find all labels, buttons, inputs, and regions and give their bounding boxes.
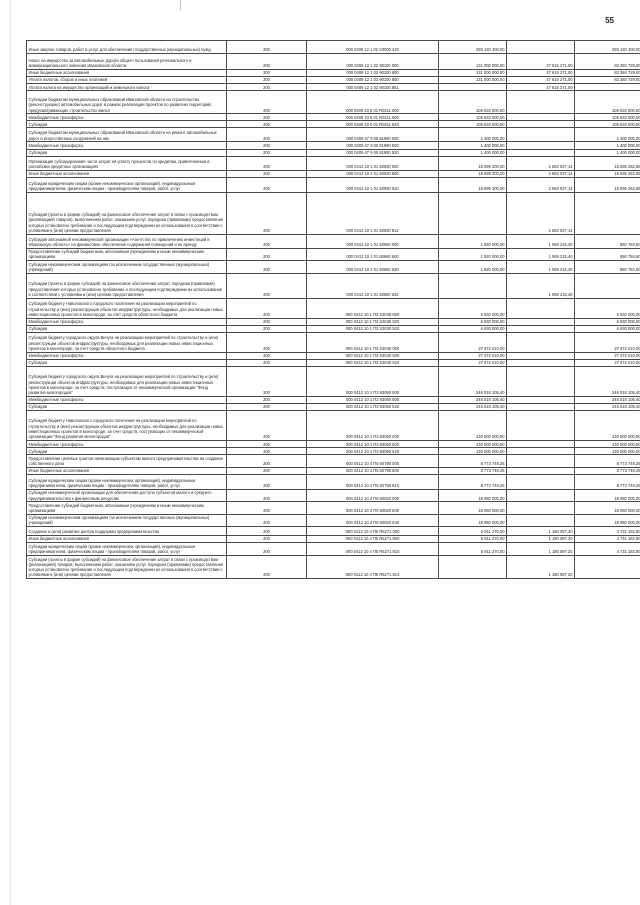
row-description: Субсидии (гранты в форме субсидий) на финансовое обеспечение затрат в связи с производством (реализацией товаров), выполнением работ, оказанием услуг, порядком (правилами) предоставления которых установлено требование о последующем подтверждении их использования в соответствии с условиями и (или) целями предоставления xyxy=(27,192,227,234)
row-new-amount: 8 773 749,25 xyxy=(575,455,640,467)
row-new-amount: 27 472 010,00 xyxy=(575,359,640,366)
row-budget-code: 000 0412 10 1 П3 83060 520 xyxy=(307,448,439,455)
table-row xyxy=(27,352,640,359)
table-row xyxy=(27,396,640,403)
row-new-amount: 4 731 182,80 xyxy=(575,543,640,556)
row-plan-amount: 1 400 000,00 xyxy=(439,142,507,149)
row-plan-amount: 246 018 105,40 xyxy=(439,366,507,396)
row-change-amount xyxy=(507,149,575,156)
row-budget-code: 000 0412 10 1 01 60660 000 xyxy=(307,234,439,248)
table-row xyxy=(27,261,640,273)
row-budget-code: 000 0412 10 1 01 60660 630 xyxy=(307,261,439,273)
row-budget-code: 000 0409 12 1 02 90100 000 xyxy=(307,54,439,70)
row-plan-amount: 246 018 105,40 xyxy=(439,396,507,403)
row-description: Субсидии xyxy=(27,359,227,366)
row-vr-code: 200 xyxy=(227,77,307,84)
row-change-amount xyxy=(507,298,575,318)
row-plan-amount: 106 633 000,00 xyxy=(439,114,507,121)
table-row xyxy=(27,84,640,91)
row-change-amount: 1 069 215,40 xyxy=(507,234,575,248)
row-plan-amount: 8 773 749,25 xyxy=(439,467,507,474)
row-budget-code: 000 0409 47 9 00 81990 500 xyxy=(307,142,439,149)
table-row xyxy=(27,543,640,556)
table-row xyxy=(27,514,640,526)
row-description: Субсидии юридическим лицам (кроме некоммерческих организаций), индивидуальным предпринимателям, физическим лицам - производителям товаров, работ, услуг xyxy=(27,474,227,489)
row-change-amount xyxy=(507,474,575,489)
row-budget-code: 000 0412 10 4 П5 R5271 000 xyxy=(307,527,439,536)
row-new-amount: 106 633 000,00 xyxy=(575,114,640,121)
row-plan-amount: 1 400 000,00 xyxy=(439,149,507,156)
row-change-amount xyxy=(507,396,575,403)
row-plan-amount xyxy=(439,84,507,91)
row-vr-code: 200 xyxy=(227,70,307,77)
row-description: Межбюджетные трансферты xyxy=(27,114,227,121)
table-row xyxy=(27,359,640,366)
row-budget-code: 000 0412 10 1 П3 83060 500 xyxy=(307,441,439,448)
row-budget-code: 000 0409 12 1 02 90100 800 xyxy=(307,70,439,77)
row-change-amount xyxy=(507,359,575,366)
row-budget-code: 000 0412 10 4 П5 R5271 800 xyxy=(307,536,439,543)
row-description: Субсидии xyxy=(27,448,227,455)
row-description: Субсидия бюджету Наволокского городского поселения на реализацию мероприятий по строительству и (или) реконструкции объектов инфраструктуры, необходимых для реализации новых инвестиционных проектов в моногороде, за счет средств областного бюджета xyxy=(27,298,227,318)
row-change-amount: 1 180 087,20 xyxy=(507,536,575,543)
row-new-amount: 246 018 105,40 xyxy=(575,404,640,411)
row-description: Предоставление целевых грантов начинающим субъектам малого предпринимательства на создание собственного дела xyxy=(27,455,227,467)
row-plan-amount: 8 773 749,25 xyxy=(439,474,507,489)
row-description: Субсидии (гранты в форме субсидий) на финансовое обеспечение затрат в связи с производством (реализацией) товаров, выполнением работ, оказанием услуг, порядком (правилами) предоставления которых установлено требование о последующем подтверждении их использования в соответствии с условиями и (или) целями предоставления xyxy=(27,556,227,579)
row-description: Субсидия автономной некоммерческой организации «Агентство по привлечению инвестиций в Ивановскую область» на финансовое обеспечение содержания помещений и их аренду xyxy=(27,234,227,248)
scan-tick-mark xyxy=(180,0,181,10)
row-vr-code: 200 xyxy=(227,91,307,114)
row-new-amount: 850 784,60 xyxy=(575,261,640,273)
row-description: Уплата налогов, сборов и иных платежей xyxy=(27,77,227,84)
row-change-amount xyxy=(507,441,575,448)
row-description: Иные бюджетные ассигнования xyxy=(27,170,227,177)
row-budget-code: 000 0412 10 4 П5 60790 000 xyxy=(307,455,439,467)
row-new-amount: 18 080 000,00 xyxy=(575,489,640,501)
row-plan-amount: 130 000 000,00 xyxy=(439,441,507,448)
row-plan-amount: 106 633 000,00 xyxy=(439,91,507,114)
row-plan-amount: 131 000 000,00 xyxy=(439,77,507,84)
budget-table xyxy=(26,40,640,579)
row-plan-amount: 246 018 105,40 xyxy=(439,404,507,411)
table-row xyxy=(27,455,640,467)
row-change-amount xyxy=(507,455,575,467)
table-row xyxy=(27,142,640,149)
row-description: Межбюджетные трансферты xyxy=(27,318,227,325)
row-budget-code: 000 0412 10 1 П3 S3040 520 xyxy=(307,359,439,366)
table-row xyxy=(27,332,640,352)
row-plan-amount xyxy=(439,192,507,234)
table-row xyxy=(27,325,640,332)
row-change-amount xyxy=(507,318,575,325)
table-row xyxy=(27,448,640,455)
row-plan-amount: 5 911 270,00 xyxy=(439,536,507,543)
row-budget-code: 000 0412 10 1 П3 83050 000 xyxy=(307,366,439,396)
row-new-amount: 850 784,60 xyxy=(575,248,640,260)
row-budget-code: 000 0412 10 1 П3 S3030 520 xyxy=(307,325,439,332)
table-row xyxy=(27,149,640,156)
row-plan-amount: 1 400 000,00 xyxy=(439,128,507,142)
row-budget-code: 000 0409 12 1 02 90100 851 xyxy=(307,84,439,91)
row-vr-code: 200 xyxy=(227,234,307,248)
row-description: Иные бюджетные ассигнования xyxy=(27,467,227,474)
row-budget-code: 000 0409 23 5 01 R0211 500 xyxy=(307,114,439,121)
row-vr-code: 200 xyxy=(227,298,307,318)
row-budget-code: 000 0412 10 1 П3 83060 000 xyxy=(307,411,439,441)
row-new-amount: 15 936 262,86 xyxy=(575,156,640,170)
row-description: Предоставление субсидий бюджетным, автономным учреждениям и иным некоммерческим организациям xyxy=(27,248,227,260)
row-new-amount: 130 000 000,00 xyxy=(575,448,640,455)
row-new-amount: 4 731 182,80 xyxy=(575,536,640,543)
row-new-amount: 246 018 105,40 xyxy=(575,396,640,403)
row-new-amount: 27 472 010,00 xyxy=(575,332,640,352)
row-description: Субсидия бюджету городского округа Вичуга на реализацию мероприятий по строительству и (или) реконструкции объектов инфраструктуры, необходимых для реализации новых инвестиционных проектов в моногороде, за счет средств, поступающих от некоммерческой организации "Фонд развития моногородов" xyxy=(27,366,227,396)
row-description: Иные бюджетные ассигнования xyxy=(27,70,227,77)
row-new-amount: 6 930 000,00 xyxy=(575,318,640,325)
row-description: Субсидии (гранты в форме субсидий) на финансовое обеспечение затрат, порядком (правилами) предоставления которых установлено требование о последующем подтверждении их использования в соответствии с условиями и (или) целями предоставления xyxy=(27,273,227,298)
row-change-amount xyxy=(507,467,575,474)
row-vr-code: 200 xyxy=(227,441,307,448)
table-row xyxy=(27,536,640,543)
row-new-amount: 246 018 105,40 xyxy=(575,366,640,396)
row-plan-amount: 18 599 300,00 xyxy=(439,156,507,170)
row-description: Субсидии бюджетам муниципальных образований Ивановской области на ремонт автомобильных дорог и искусственных сооружений на них xyxy=(27,128,227,142)
row-new-amount xyxy=(575,84,640,91)
row-plan-amount: 27 472 010,00 xyxy=(439,332,507,352)
row-vr-code: 200 xyxy=(227,84,307,91)
row-plan-amount: 5 911 270,00 xyxy=(439,543,507,556)
row-new-amount: 18 080 000,00 xyxy=(575,502,640,514)
row-description: Субсидии некоммерческим организациям (за исключением государственных (муниципальных) учреждений) xyxy=(27,261,227,273)
table-row xyxy=(27,192,640,234)
table-row xyxy=(27,91,640,114)
row-change-amount: 1 069 215,40 xyxy=(507,273,575,298)
row-new-amount: 18 080 000,00 xyxy=(575,514,640,526)
row-budget-code: 000 0412 10 1 П3 83050 500 xyxy=(307,396,439,403)
table-row xyxy=(27,234,640,248)
row-description: Межбюджетные трансферты xyxy=(27,352,227,359)
row-budget-code: 000 0412 10 1 П3 83050 520 xyxy=(307,404,439,411)
row-plan-amount: 18 080 000,00 xyxy=(439,514,507,526)
row-budget-code: 000 0409 12 1 02 90100 850 xyxy=(307,77,439,84)
row-plan-amount: 8 773 749,25 xyxy=(439,455,507,467)
row-change-amount xyxy=(507,489,575,501)
row-description: Межбюджетные трансферты xyxy=(27,441,227,448)
row-plan-amount: 1 920 000,00 xyxy=(439,261,507,273)
row-description: Субсидии xyxy=(27,404,227,411)
row-new-amount: 106 633 000,00 xyxy=(575,91,640,114)
row-change-amount xyxy=(507,41,575,54)
row-description: Межбюджетные трансферты xyxy=(27,396,227,403)
row-description: Иные бюджетные ассигнования xyxy=(27,536,227,543)
row-change-amount xyxy=(507,366,575,396)
table-row xyxy=(27,121,640,128)
row-plan-amount: 131 000 000,00 xyxy=(439,70,507,77)
row-description: Субсидия бюджету Наволокского городского поселения на реализацию мероприятий по строительству и (или) реконструкции объектов инфраструктуры, необходимых для реализации новых инвестиционных проектов в моногороде, за счет средств, поступающих от некоммерческой организации "Фонд развития моногородов" xyxy=(27,411,227,441)
row-budget-code: 000 0412 10 4 П5 R5271 810 xyxy=(307,543,439,556)
row-vr-code: 200 xyxy=(227,467,307,474)
row-change-amount: 47 615 271,00 xyxy=(507,77,575,84)
row-change-amount xyxy=(507,91,575,114)
row-budget-code: 000 0409 47 9 00 81990 000 xyxy=(307,128,439,142)
table-row xyxy=(27,273,640,298)
table-row xyxy=(27,441,640,448)
table-row xyxy=(27,411,640,441)
row-plan-amount: 131 000 000,00 xyxy=(439,54,507,70)
table-row xyxy=(27,298,640,318)
row-plan-amount: 1 920 000,00 xyxy=(439,234,507,248)
row-description: Субсидии юридическим лицам (кроме некоммерческих организаций), индивидуальным предпринимателям, физическим лицам - производителям товаров, работ, услуг xyxy=(27,177,227,192)
row-budget-code: 000 0412 10 1 П3 S3040 500 xyxy=(307,352,439,359)
table-row xyxy=(27,489,640,501)
row-vr-code: 200 xyxy=(227,396,307,403)
table-row xyxy=(27,556,640,579)
row-new-amount: 130 000 000,00 xyxy=(575,441,640,448)
row-new-amount xyxy=(575,556,640,579)
table-row xyxy=(27,474,640,489)
row-new-amount: 15 936 262,86 xyxy=(575,177,640,192)
row-new-amount: 83 384 729,00 xyxy=(575,77,640,84)
row-budget-code: 000 0412 10 1 П3 S3030 500 xyxy=(307,318,439,325)
row-vr-code: 200 xyxy=(227,474,307,489)
row-change-amount: 1 069 215,40 xyxy=(507,261,575,273)
row-vr-code: 200 xyxy=(227,114,307,121)
row-budget-code: 000 0409 23 5 01 R0211 520 xyxy=(307,121,439,128)
row-vr-code: 200 xyxy=(227,177,307,192)
row-change-amount xyxy=(507,332,575,352)
table-row xyxy=(27,467,640,474)
row-budget-code: 000 0412 10 1 01 60660 632 xyxy=(307,273,439,298)
row-plan-amount: 27 472 010,00 xyxy=(439,352,507,359)
table-row xyxy=(27,70,640,77)
row-budget-code: 000 0412 10 4 П5 60820 630 xyxy=(307,514,439,526)
row-plan-amount: 18 080 000,00 xyxy=(439,489,507,501)
table-row xyxy=(27,114,640,121)
row-budget-code: 000 0412 10 1 П3 S3030 000 xyxy=(307,298,439,318)
row-new-amount: 130 000 000,00 xyxy=(575,411,640,441)
row-budget-code: 000 0412 10 4 П5 60820 000 xyxy=(307,489,439,501)
row-budget-code: 000 0412 10 1 01 60030 000 xyxy=(307,156,439,170)
row-description: Межбюджетные трансферты xyxy=(27,142,227,149)
row-vr-code: 200 xyxy=(227,359,307,366)
row-description: Субсидии xyxy=(27,121,227,128)
row-change-amount xyxy=(507,121,575,128)
row-vr-code: 200 xyxy=(227,149,307,156)
page-number: 55 xyxy=(605,16,614,25)
row-new-amount: 8 773 749,25 xyxy=(575,467,640,474)
row-change-amount xyxy=(507,514,575,526)
row-change-amount: 2 663 037,14 xyxy=(507,156,575,170)
row-vr-code: 200 xyxy=(227,502,307,514)
row-budget-code: 000 0412 10 4 П5 R5271 813 xyxy=(307,556,439,579)
row-vr-code: 200 xyxy=(227,411,307,441)
row-change-amount xyxy=(507,404,575,411)
row-budget-code: 000 0412 10 1 01 60030 810 xyxy=(307,177,439,192)
row-description: Субсидии некоммерческим организациям (за исключением государственных (муниципальных) учреждений) xyxy=(27,514,227,526)
row-change-amount xyxy=(507,448,575,455)
row-new-amount: 106 633 000,00 xyxy=(575,121,640,128)
row-plan-amount: 1 920 000,00 xyxy=(439,248,507,260)
row-new-amount: 4 731 182,80 xyxy=(575,527,640,536)
table-row xyxy=(27,54,640,70)
row-vr-code: 200 xyxy=(227,192,307,234)
row-plan-amount: 27 472 010,00 xyxy=(439,359,507,366)
row-new-amount xyxy=(575,273,640,298)
table-row xyxy=(27,366,640,396)
row-plan-amount: 6 930 000,00 xyxy=(439,318,507,325)
row-change-amount xyxy=(507,411,575,441)
row-new-amount xyxy=(575,192,640,234)
row-vr-code: 200 xyxy=(227,41,307,54)
row-change-amount xyxy=(507,114,575,121)
row-budget-code: 000 0412 10 1 01 60030 812 xyxy=(307,192,439,234)
row-change-amount: 2 663 037,14 xyxy=(507,192,575,234)
row-plan-amount: 18 599 300,00 xyxy=(439,170,507,177)
row-change-amount: 47 615 271,00 xyxy=(507,54,575,70)
budget-table-body xyxy=(27,41,640,579)
row-budget-code: 000 0412 10 4 П5 60820 600 xyxy=(307,502,439,514)
row-vr-code: 200 xyxy=(227,142,307,149)
row-budget-code: 000 0412 10 1 01 60030 800 xyxy=(307,170,439,177)
row-change-amount xyxy=(507,502,575,514)
row-description: Субсидия некоммерческой организации для обеспечения доступа субъектов малого и среднего предпринимательства к финансовым ресурсам xyxy=(27,489,227,501)
row-plan-amount: 106 633 000,00 xyxy=(439,121,507,128)
row-vr-code: 200 xyxy=(227,332,307,352)
row-new-amount: 83 384 729,00 xyxy=(575,70,640,77)
row-new-amount: 6 930 000,00 xyxy=(575,325,640,332)
row-vr-code: 200 xyxy=(227,121,307,128)
row-vr-code: 200 xyxy=(227,128,307,142)
row-change-amount xyxy=(507,128,575,142)
row-change-amount: 1 180 087,20 xyxy=(507,527,575,536)
table-row xyxy=(27,156,640,170)
row-new-amount: 1 400 000,00 xyxy=(575,149,640,156)
row-budget-code: 000 0412 10 1 01 60660 600 xyxy=(307,248,439,260)
row-description: Иные закупки товаров, работ и услуг для обеспечения государственных (муниципальных) нужд xyxy=(27,41,227,54)
row-description: Субсидии xyxy=(27,149,227,156)
row-change-amount xyxy=(507,325,575,332)
row-change-amount: 1 180 087,20 xyxy=(507,556,575,579)
row-new-amount: 27 472 010,00 xyxy=(575,352,640,359)
row-new-amount: 850 784,60 xyxy=(575,234,640,248)
row-new-amount: 6 930 000,00 xyxy=(575,298,640,318)
row-budget-code: 000 0412 10 4 П5 60790 800 xyxy=(307,467,439,474)
row-vr-code: 200 xyxy=(227,54,307,70)
row-vr-code: 200 xyxy=(227,170,307,177)
row-description: Субсидии бюджетам муниципальных образований Ивановской области на строительство (реконструкцию) автомобильных дорог в рамках реализации проектов по развитию территорий, предусматривающих строительство жилья xyxy=(27,91,227,114)
table-row xyxy=(27,177,640,192)
row-budget-code: 000 0409 47 9 00 81990 520 xyxy=(307,149,439,156)
table-row xyxy=(27,502,640,514)
row-vr-code: 200 xyxy=(227,527,307,536)
row-budget-code: 000 0409 23 5 01 R0211 000 xyxy=(307,91,439,114)
row-vr-code: 200 xyxy=(227,156,307,170)
table-row xyxy=(27,170,640,177)
row-change-amount xyxy=(507,352,575,359)
table-row xyxy=(27,318,640,325)
row-vr-code: 200 xyxy=(227,455,307,467)
row-vr-code: 200 xyxy=(227,556,307,579)
row-vr-code: 200 xyxy=(227,273,307,298)
row-description: Субсидия бюджету городского округа Вичуга на реализацию мероприятий по строительству и (или) реконструкции объектов инфраструктуры, необходимых для реализации новых инвестиционных проектов в моногороде, за счет средств областного бюджета xyxy=(27,332,227,352)
table-row xyxy=(27,527,640,536)
row-plan-amount: 6 930 000,00 xyxy=(439,325,507,332)
row-change-amount: 1 180 087,20 xyxy=(507,543,575,556)
row-description: Создание и (или) развитие центра поддержки предпринимательства xyxy=(27,527,227,536)
row-vr-code: 200 xyxy=(227,489,307,501)
row-vr-code: 200 xyxy=(227,352,307,359)
row-description: Субсидии юридическим лицам (кроме некоммерческих организаций), индивидуальным предпринимателям, физическим лицам - производителям товаров, работ, услуг xyxy=(27,543,227,556)
row-vr-code: 200 xyxy=(227,248,307,260)
row-change-amount: 2 663 037,14 xyxy=(507,170,575,177)
row-new-amount: 1 400 000,00 xyxy=(575,128,640,142)
row-description: Организация субсидирования части затрат на уплату процентов по кредитам, привлеченным в российских кредитных организациях xyxy=(27,156,227,170)
scan-edge-line xyxy=(10,0,11,905)
row-change-amount: 47 615 271,00 xyxy=(507,70,575,77)
row-description: Субсидии xyxy=(27,325,227,332)
row-new-amount: 8 773 749,25 xyxy=(575,474,640,489)
row-vr-code: 200 xyxy=(227,366,307,396)
row-vr-code: 200 xyxy=(227,514,307,526)
row-vr-code: 200 xyxy=(227,325,307,332)
row-budget-code: 000 0412 10 4 П5 60790 810 xyxy=(307,474,439,489)
row-change-amount: 1 069 215,40 xyxy=(507,248,575,260)
row-plan-amount xyxy=(439,556,507,579)
table-row xyxy=(27,41,640,54)
table-row xyxy=(27,128,640,142)
row-description: Предоставление субсидий бюджетным, автономным учреждениям и иным некоммерческим организациям xyxy=(27,502,227,514)
row-plan-amount: 130 000 000,00 xyxy=(439,448,507,455)
row-vr-code: 200 xyxy=(227,404,307,411)
row-change-amount xyxy=(507,142,575,149)
row-plan-amount: 286 120 400,00 xyxy=(439,41,507,54)
row-plan-amount: 130 000 000,00 xyxy=(439,411,507,441)
row-description: Уплата налога на имущество организаций и земельного налога xyxy=(27,84,227,91)
row-plan-amount: 18 080 000,00 xyxy=(439,502,507,514)
row-new-amount: 15 936 262,86 xyxy=(575,170,640,177)
row-change-amount: 2 663 037,14 xyxy=(507,177,575,192)
row-new-amount: 1 400 000,00 xyxy=(575,142,640,149)
row-vr-code: 200 xyxy=(227,261,307,273)
row-vr-code: 200 xyxy=(227,536,307,543)
row-vr-code: 200 xyxy=(227,543,307,556)
row-budget-code: 000 0412 10 1 П3 S3040 000 xyxy=(307,332,439,352)
row-plan-amount: 18 599 300,00 xyxy=(439,177,507,192)
row-description: Налог на имущество за автомобильные дороги общего пользования регионального и межмуниципального значения Ивановской области xyxy=(27,54,227,70)
row-plan-amount xyxy=(439,273,507,298)
row-change-amount: 47 615 271,00 xyxy=(507,84,575,91)
table-row xyxy=(27,248,640,260)
row-budget-code: 000 0409 12 1 02 S3000 240 xyxy=(307,41,439,54)
row-plan-amount: 6 930 000,00 xyxy=(439,298,507,318)
row-vr-code: 200 xyxy=(227,318,307,325)
row-new-amount: 83 384 729,00 xyxy=(575,54,640,70)
row-plan-amount: 5 911 270,00 xyxy=(439,527,507,536)
table-row xyxy=(27,404,640,411)
row-new-amount: 286 120 400,00 xyxy=(575,41,640,54)
table-row xyxy=(27,77,640,84)
row-vr-code: 200 xyxy=(227,448,307,455)
